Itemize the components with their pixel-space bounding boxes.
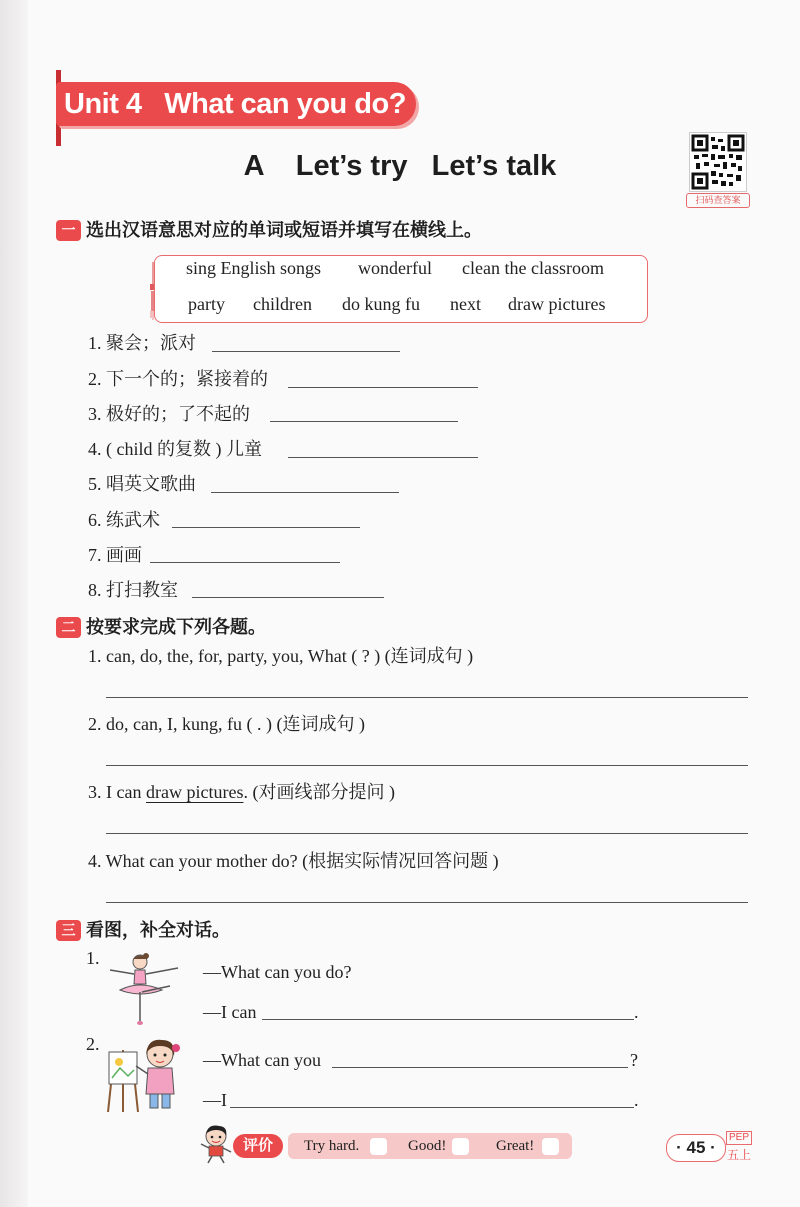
qr-scan-label: 扫码查答案	[686, 193, 750, 208]
question-2: 2. do, can, I, kung, fu ( . ) (连词成句 )	[88, 714, 365, 734]
qr-code-icon[interactable]	[689, 132, 747, 192]
word-bank-item: draw pictures	[508, 294, 606, 314]
section-3-badge: 三	[56, 920, 81, 941]
evaluation-label: 评价	[233, 1134, 283, 1158]
dialogue-1-line-2: —I can	[203, 1002, 257, 1022]
question-3-suffix: . (对画线部分提问 )	[243, 782, 395, 802]
question-3-prefix: 3. I can	[88, 782, 146, 802]
question-3-underlined: draw pictures	[145, 782, 244, 802]
page-number: · 45 ·	[666, 1134, 726, 1162]
answer-line-1[interactable]	[106, 697, 748, 698]
painting-girl-icon	[106, 1036, 188, 1114]
section-1-instruction: 选出汉语意思对应的单词或短语并填写在横线上。	[86, 220, 482, 240]
section-3-instruction: 看图，补全对话。	[86, 920, 230, 940]
dialogue-2-end: .	[634, 1090, 639, 1110]
vocab-blank-7[interactable]	[150, 562, 340, 563]
question-1: 1. can, do, the, for, party, you, What ( ? ) (连词成句 )	[88, 646, 474, 666]
vocab-blank-4[interactable]	[288, 457, 478, 458]
word-bank-item: wonderful	[358, 258, 432, 278]
grade-tag: 五上	[727, 1148, 752, 1162]
vocab-item-2: 2. 下一个的；紧接着的	[88, 369, 268, 389]
ballet-girl-icon	[106, 950, 186, 1026]
word-bank-item: clean the classroom	[462, 258, 604, 278]
rating-great: Great!	[496, 1138, 535, 1154]
dialogue-1-blank[interactable]	[262, 1019, 634, 1020]
lesson-title: A Let’s try Let’s talk	[243, 150, 557, 182]
dialogue-2-question-mark: ?	[630, 1050, 638, 1070]
vocab-blank-1[interactable]	[212, 351, 400, 352]
word-bank-item: children	[253, 294, 312, 314]
section-2-instruction: 按要求完成下列各题。	[86, 617, 266, 637]
vocab-blank-3[interactable]	[270, 421, 458, 422]
word-bank-item: party	[188, 294, 225, 314]
answer-line-2[interactable]	[106, 765, 748, 766]
vocab-item-3: 3. 极好的；了不起的	[88, 404, 250, 424]
unit-title: Unit 4 What can you do?	[64, 88, 406, 120]
vocab-item-4: 4. ( child 的复数 ) 儿童	[88, 439, 262, 459]
dialogue-2-blank-2[interactable]	[230, 1107, 634, 1108]
rating-try-hard: Try hard.	[304, 1138, 360, 1154]
word-bank-item: next	[450, 294, 481, 314]
vocab-item-5: 5. 唱英文歌曲	[88, 474, 196, 494]
vocab-item-8: 8. 打扫教室	[88, 580, 178, 600]
vocab-blank-8[interactable]	[192, 597, 384, 598]
vocab-blank-5[interactable]	[211, 492, 399, 493]
dialogue-1-end: .	[634, 1002, 639, 1022]
rating-great-checkbox[interactable]	[542, 1138, 559, 1155]
rating-good: Good!	[408, 1138, 447, 1154]
section-2-badge: 二	[56, 617, 81, 638]
word-bank-item: sing English songs	[186, 258, 322, 278]
vocab-item-7: 7. 画画	[88, 545, 142, 565]
question-4: 4. What can your mother do? (根据实际情况回答问题 )	[88, 851, 499, 871]
edition-tag: PEP	[726, 1131, 752, 1145]
rating-try-hard-checkbox[interactable]	[370, 1138, 387, 1155]
dialogue-2-number: 2.	[86, 1034, 100, 1054]
rating-good-checkbox[interactable]	[452, 1138, 469, 1155]
dialogue-1-line-1: —What can you do?	[203, 962, 352, 982]
section-1-badge: 一	[56, 220, 81, 241]
dialogue-2-line-2: —I	[203, 1090, 227, 1110]
vocab-blank-2[interactable]	[288, 387, 478, 388]
vocab-blank-6[interactable]	[172, 527, 360, 528]
vocab-item-1: 1. 聚会；派对	[88, 333, 196, 353]
vocab-item-6: 6. 练武术	[88, 510, 160, 530]
dialogue-2-blank-1[interactable]	[332, 1067, 628, 1068]
dialogue-1-number: 1.	[86, 948, 100, 968]
answer-line-3[interactable]	[106, 833, 748, 834]
word-bank-item: do kung fu	[342, 294, 420, 314]
question-3	[88, 780, 395, 804]
cartoon-boy-icon	[198, 1124, 234, 1164]
answer-line-4[interactable]	[106, 902, 748, 903]
dialogue-2-line-1: —What can you	[203, 1050, 321, 1070]
